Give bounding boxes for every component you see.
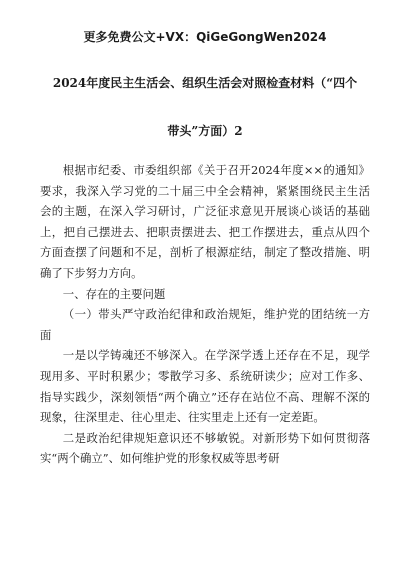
- body-paragraph-1: 一是以学铸魂还不够深入。在学深学透上还存在不足，现学现用多、平时积累少；零散学习多、系统研读少；应对工作多、指导实践少，深刻领悟“两个确立”还存在站位不高、理解不深的现象，往深里走、往心里走、往实里走上还有一定差距。: [40, 348, 370, 425]
- body-paragraph-2: 二是政治纪律规矩意识还不够敏锐。对新形势下如何贯彻落实“两个确立”、如何维护党的形象权威等思考研: [40, 430, 370, 466]
- subsection-heading: （一）带头严守政治纪律和政治规矩，维护党的团结统一方面: [40, 307, 370, 342]
- section-heading: 一、存在的主要问题: [62, 286, 166, 301]
- document-body: [40, 160, 370, 469]
- document-title-line-1: 2024年度民主生活会、组织生活会对照检查材料（“四个: [52, 76, 358, 90]
- intro-paragraph: 根据市纪委、市委组织部《关于召开2024年度××的通知》要求，我深入学习党的二十届三中全会精神，紧紧围绕民主生活会的主题，在深入学习研讨，广泛征求意见开展谈心谈话的基础上，把自己摆进去、把职责摆进去、把工作摆进去，重点从四个方面查摆了问题和不足，剖析了根源症结，制定了整改措施、明确了下步努力方向。: [40, 163, 370, 280]
- promo-header: 更多免费公文+VX：QiGeGongWen2024: [83, 30, 327, 44]
- document-title-line-2: 带头”方面）2: [167, 124, 243, 138]
